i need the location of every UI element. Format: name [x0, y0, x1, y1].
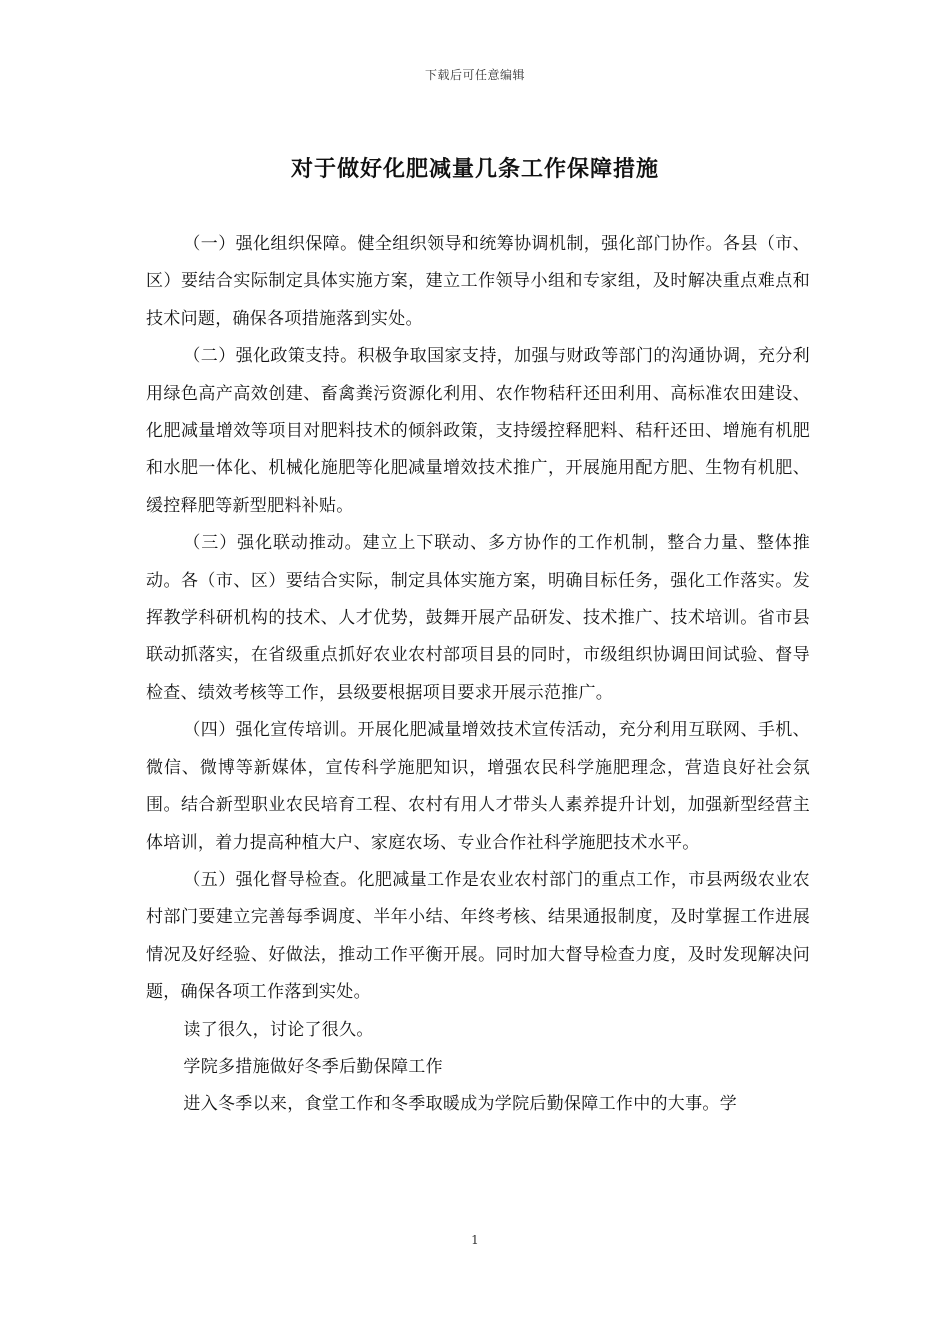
paragraph-3: （三）强化联动推动。建立上下联动、多方协作的工作机制，整合力量、整体推动。各（市、区）要结合实际，制定具体实施方案，明确目标任务，强化工作落实。发挥教学科研机构的技术、人才优势，鼓舞开展产品研发、技术推广、技术培训。省市县联动抓落实，在省级重点抓好农业农村部项目县的同时，市级组织协调田间试验、督导检查、绩效考核等工作，县级要根据项目要求开展示范推广。 — [146, 533, 810, 703]
paragraph-1: （一）强化组织保障。健全组织领导和统筹协调机制，强化部门协作。各县（市、区）要结合实际制定具体实施方案，建立工作领导小组和专家组，及时解决重点难点和技术问题，确保各项措施落到实处。 — [146, 234, 810, 329]
paragraph-8: 进入冬季以来，食堂工作和冬季取暖成为学院后勤保障工作中的大事。学 — [183, 1094, 737, 1115]
page-number: 1 — [471, 1233, 479, 1247]
page-header-note: 下载后可任意编辑 — [424, 68, 525, 82]
paragraph-5: （五）强化督导检查。化肥减量工作是农业农村部门的重点工作，市县两级农业农村部门要建立完善每季调度、半年小结、年终考核、结果通报制度，及时掌握工作进展情况及好经验、好做法，推动工作平衡开展。同时加大督导检查力度，及时发现解决问题，确保各项工作落到实处。 — [146, 869, 810, 1003]
paragraph-2: （二）强化政策支持。积极争取国家支持，加强与财政等部门的沟通协调，充分利用绿色高产高效创建、畜禽粪污资源化利用、农作物秸秆还田利用、高标准农田建设、化肥减量增效等项目对肥料技术的倾斜政策，支持缓控释肥料、秸秆还田、增施有机肥和水肥一体化、机械化施肥等化肥减量增效技术推广，开展施用配方肥、生物有机肥、缓控释肥等新型肥料补贴。 — [146, 346, 810, 516]
document-body — [146, 226, 810, 1124]
paragraph-7: 学院多措施做好冬季后勤保障工作 — [183, 1056, 443, 1077]
paragraph-4: （四）强化宣传培训。开展化肥减量增效技术宣传活动，充分利用互联网、手机、微信、微博等新媒体，宣传科学施肥知识，增强农民科学施肥理念，营造良好社会氛围。结合新型职业农民培育工程、农村有用人才带头人素养提升计划，加强新型经营主体培训，着力提高种植大户、家庭农场、专业合作社科学施肥技术水平。 — [146, 720, 810, 853]
paragraph-6: 读了很久，讨论了很久。 — [183, 1019, 374, 1040]
document-title: 对于做好化肥减量几条工作保障措施 — [290, 156, 659, 182]
